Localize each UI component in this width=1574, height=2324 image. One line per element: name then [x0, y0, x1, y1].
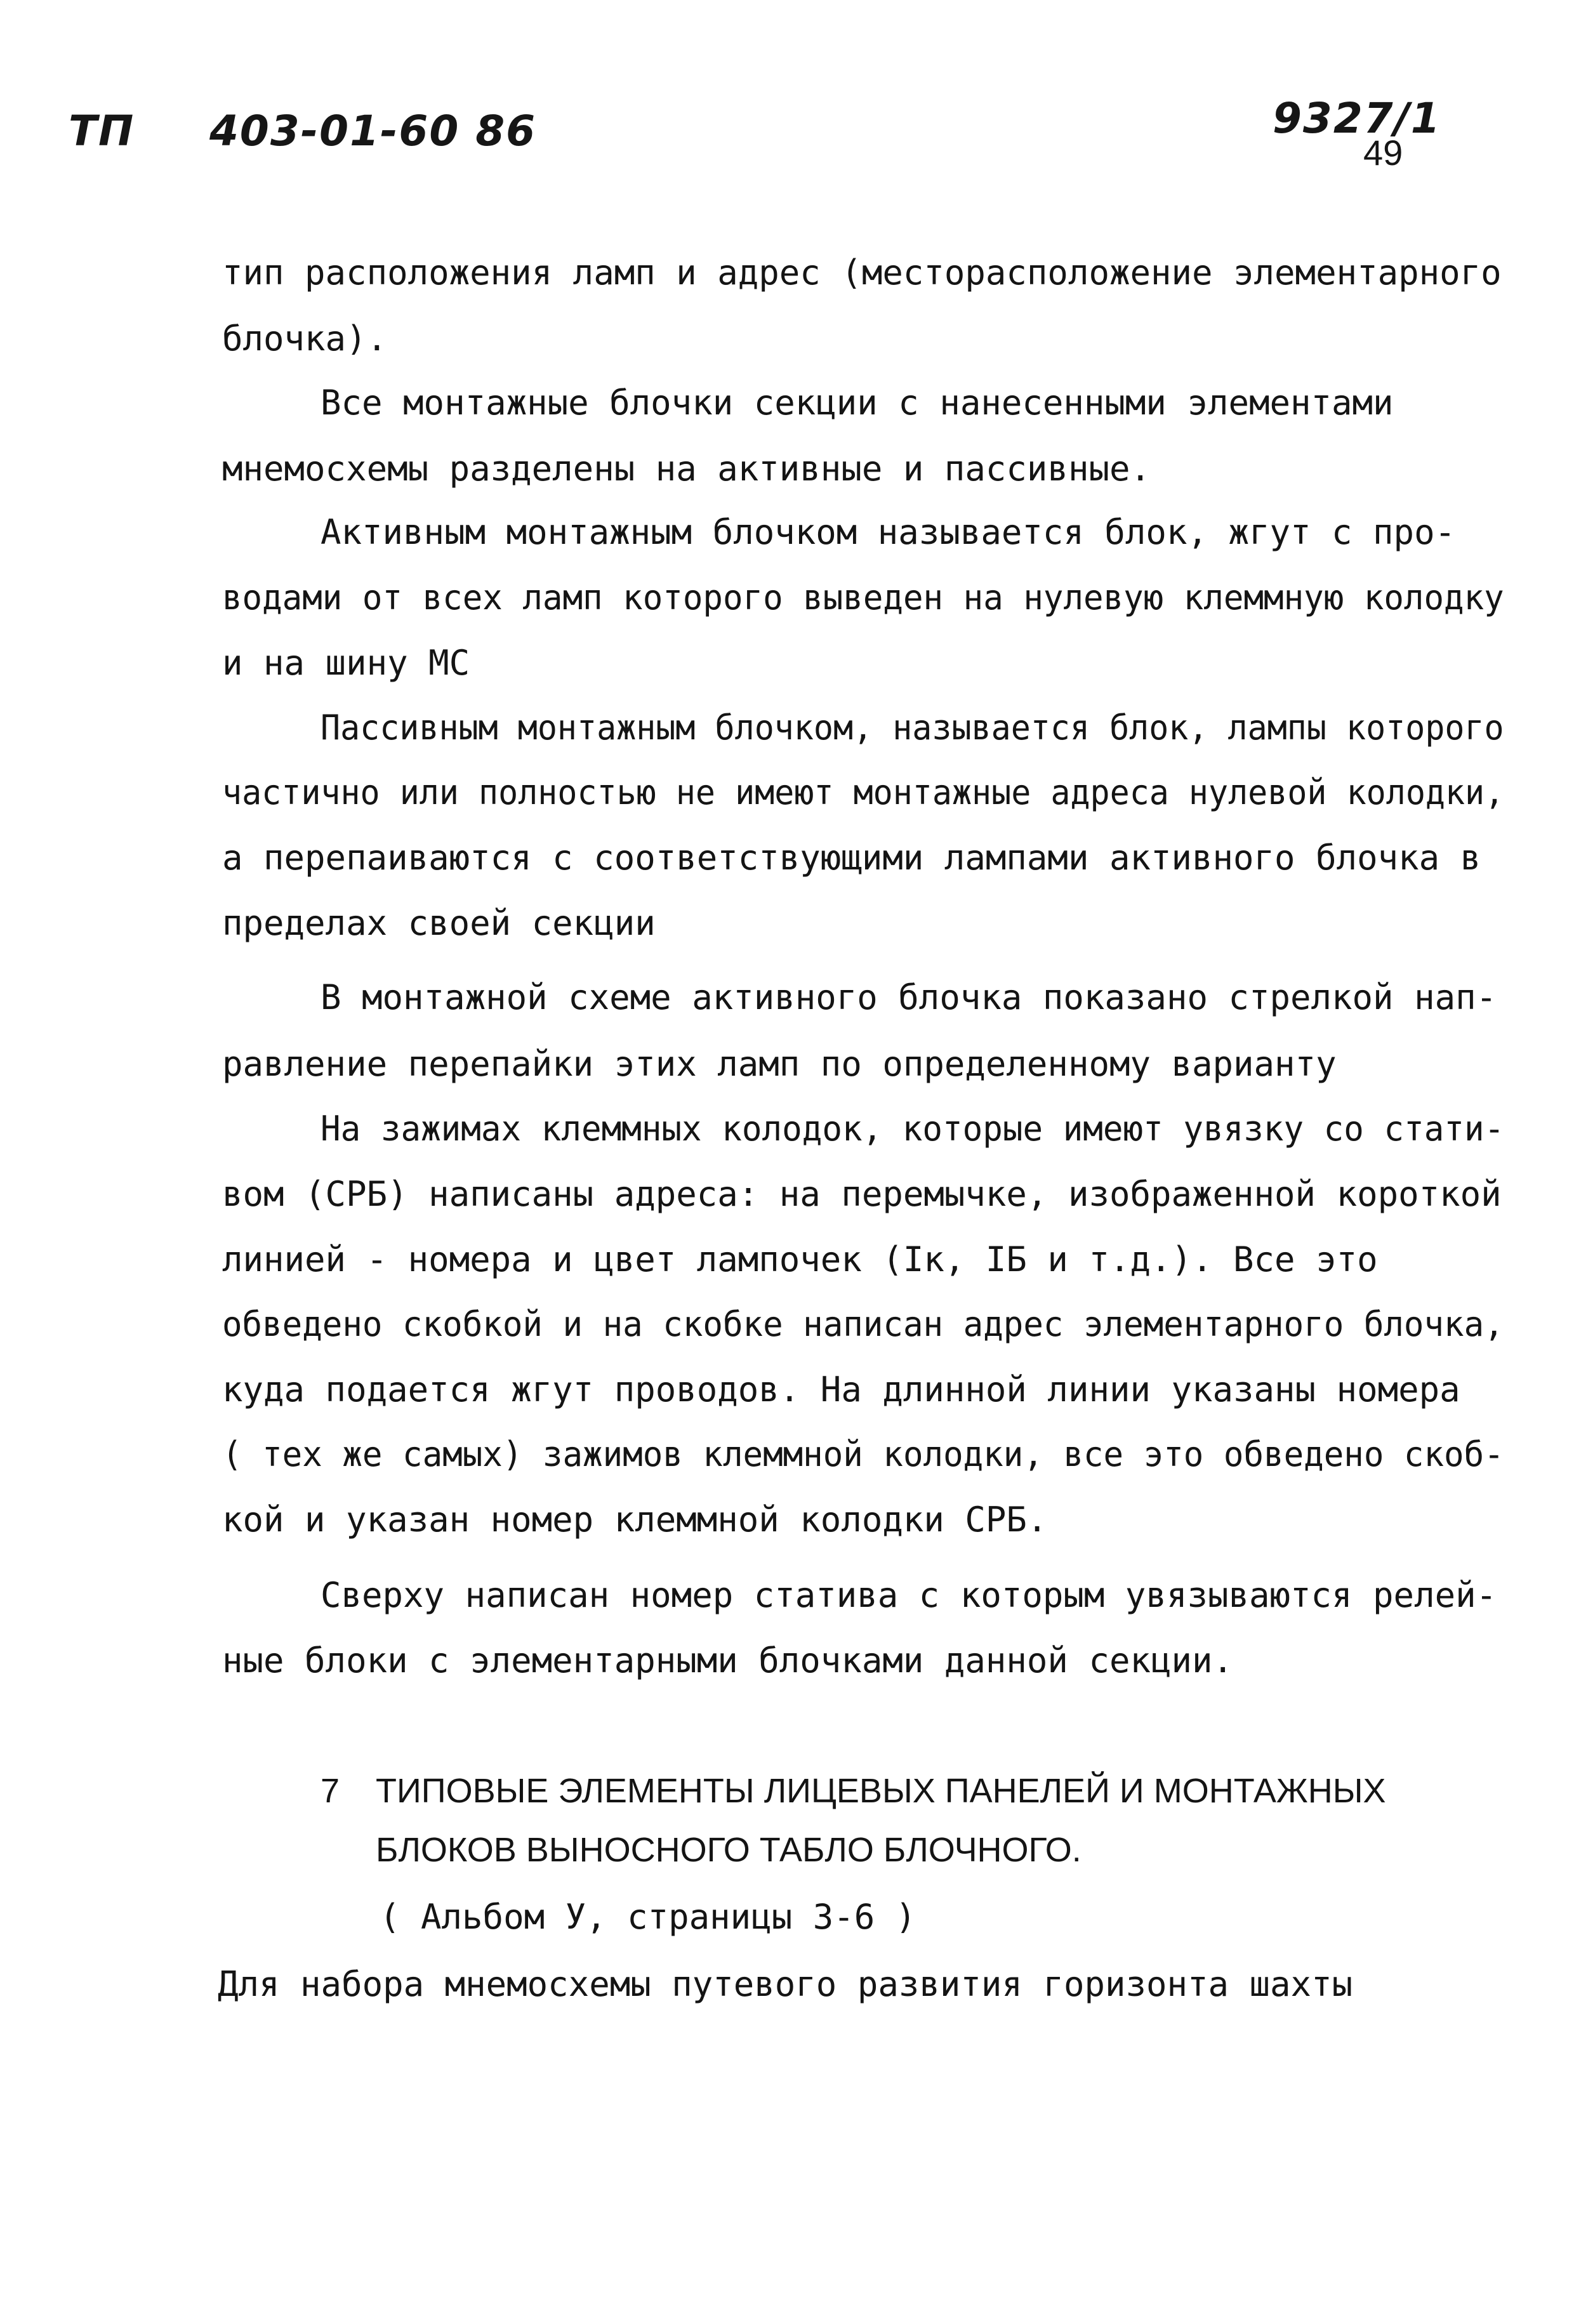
text-line: и на шину МС	[222, 643, 470, 683]
section-heading-line: ТИПОВЫЕ ЭЛЕМЕНТЫ ЛИЦЕВЫХ ПАНЕЛЕЙ И МОНТАЖНЫХ	[376, 1772, 1386, 1810]
text-line: обведено скобкой и на скобке написан адрес элементарного блочка,	[222, 1304, 1504, 1344]
text-line: тип расположения ламп и адрес (месторасположение элементарного	[222, 253, 1502, 293]
text-line: На зажимах клеммных колодок, которые имеют увязку со стати-	[321, 1109, 1505, 1149]
text-line: равление перепайки этих ламп по определенному варианту	[222, 1044, 1337, 1084]
section-reference: ( Альбом У, страницы 3-6 )	[380, 1897, 916, 1937]
text-line: куда подается жгут проводов. На длинной линии указаны номера	[222, 1370, 1460, 1410]
page-number: 49	[1363, 133, 1403, 173]
text-line: Все монтажные блочки секции с нанесенными элементами	[321, 383, 1394, 423]
text-line: мнемосхемы разделены на активные и пассивные.	[222, 449, 1151, 489]
text-line: вом (СРБ) написаны адреса: на перемычке, изображенной короткой	[222, 1174, 1502, 1214]
text-line: Пассивным монтажным блочком, называется блок, лампы которого	[321, 708, 1504, 748]
text-line: линией - номера и цвет лампочек (Iк, IБ и т.д.). Все это	[222, 1239, 1378, 1279]
text-line: а перепаиваются с соответствующими лампами активного блочка в	[222, 838, 1481, 878]
text-line: блочка).	[222, 319, 388, 359]
text-line: водами от всех ламп которого выведен на нулевую клеммную колодку	[222, 578, 1504, 617]
text-line: ные блоки с элементарными блочками данной секции.	[222, 1641, 1234, 1680]
text-line: пределах своей секции	[222, 903, 656, 943]
text-line: ( тех же самых) зажимов клеммной колодки, все это обведено скоб-	[222, 1434, 1504, 1474]
text-line: Для набора мнемосхемы путевого развития горизонта шахты	[218, 1964, 1353, 2004]
text-line: кой и указан номер клеммной колодки СРБ.	[222, 1500, 1048, 1540]
doc-code: 403-01-60 86	[209, 107, 537, 155]
doc-number: 9327/1	[1273, 94, 1441, 143]
text-line: В монтажной схеме активного блочка показано стрелкой нап-	[321, 977, 1497, 1017]
text-line: частично или полностью не имеют монтажные адреса нулевой колодки,	[222, 772, 1505, 812]
doc-type-label: ТП	[69, 107, 135, 155]
text-line: Активным монтажным блочком называется блок, жгут с про-	[321, 512, 1456, 552]
section-number: 7	[321, 1772, 340, 1810]
section-heading-line: БЛОКОВ ВЫНОСНОГО ТАБЛО БЛОЧНОГО.	[376, 1831, 1081, 1869]
text-line: Сверху написан номер статива с которым увязываются релей-	[321, 1575, 1497, 1615]
